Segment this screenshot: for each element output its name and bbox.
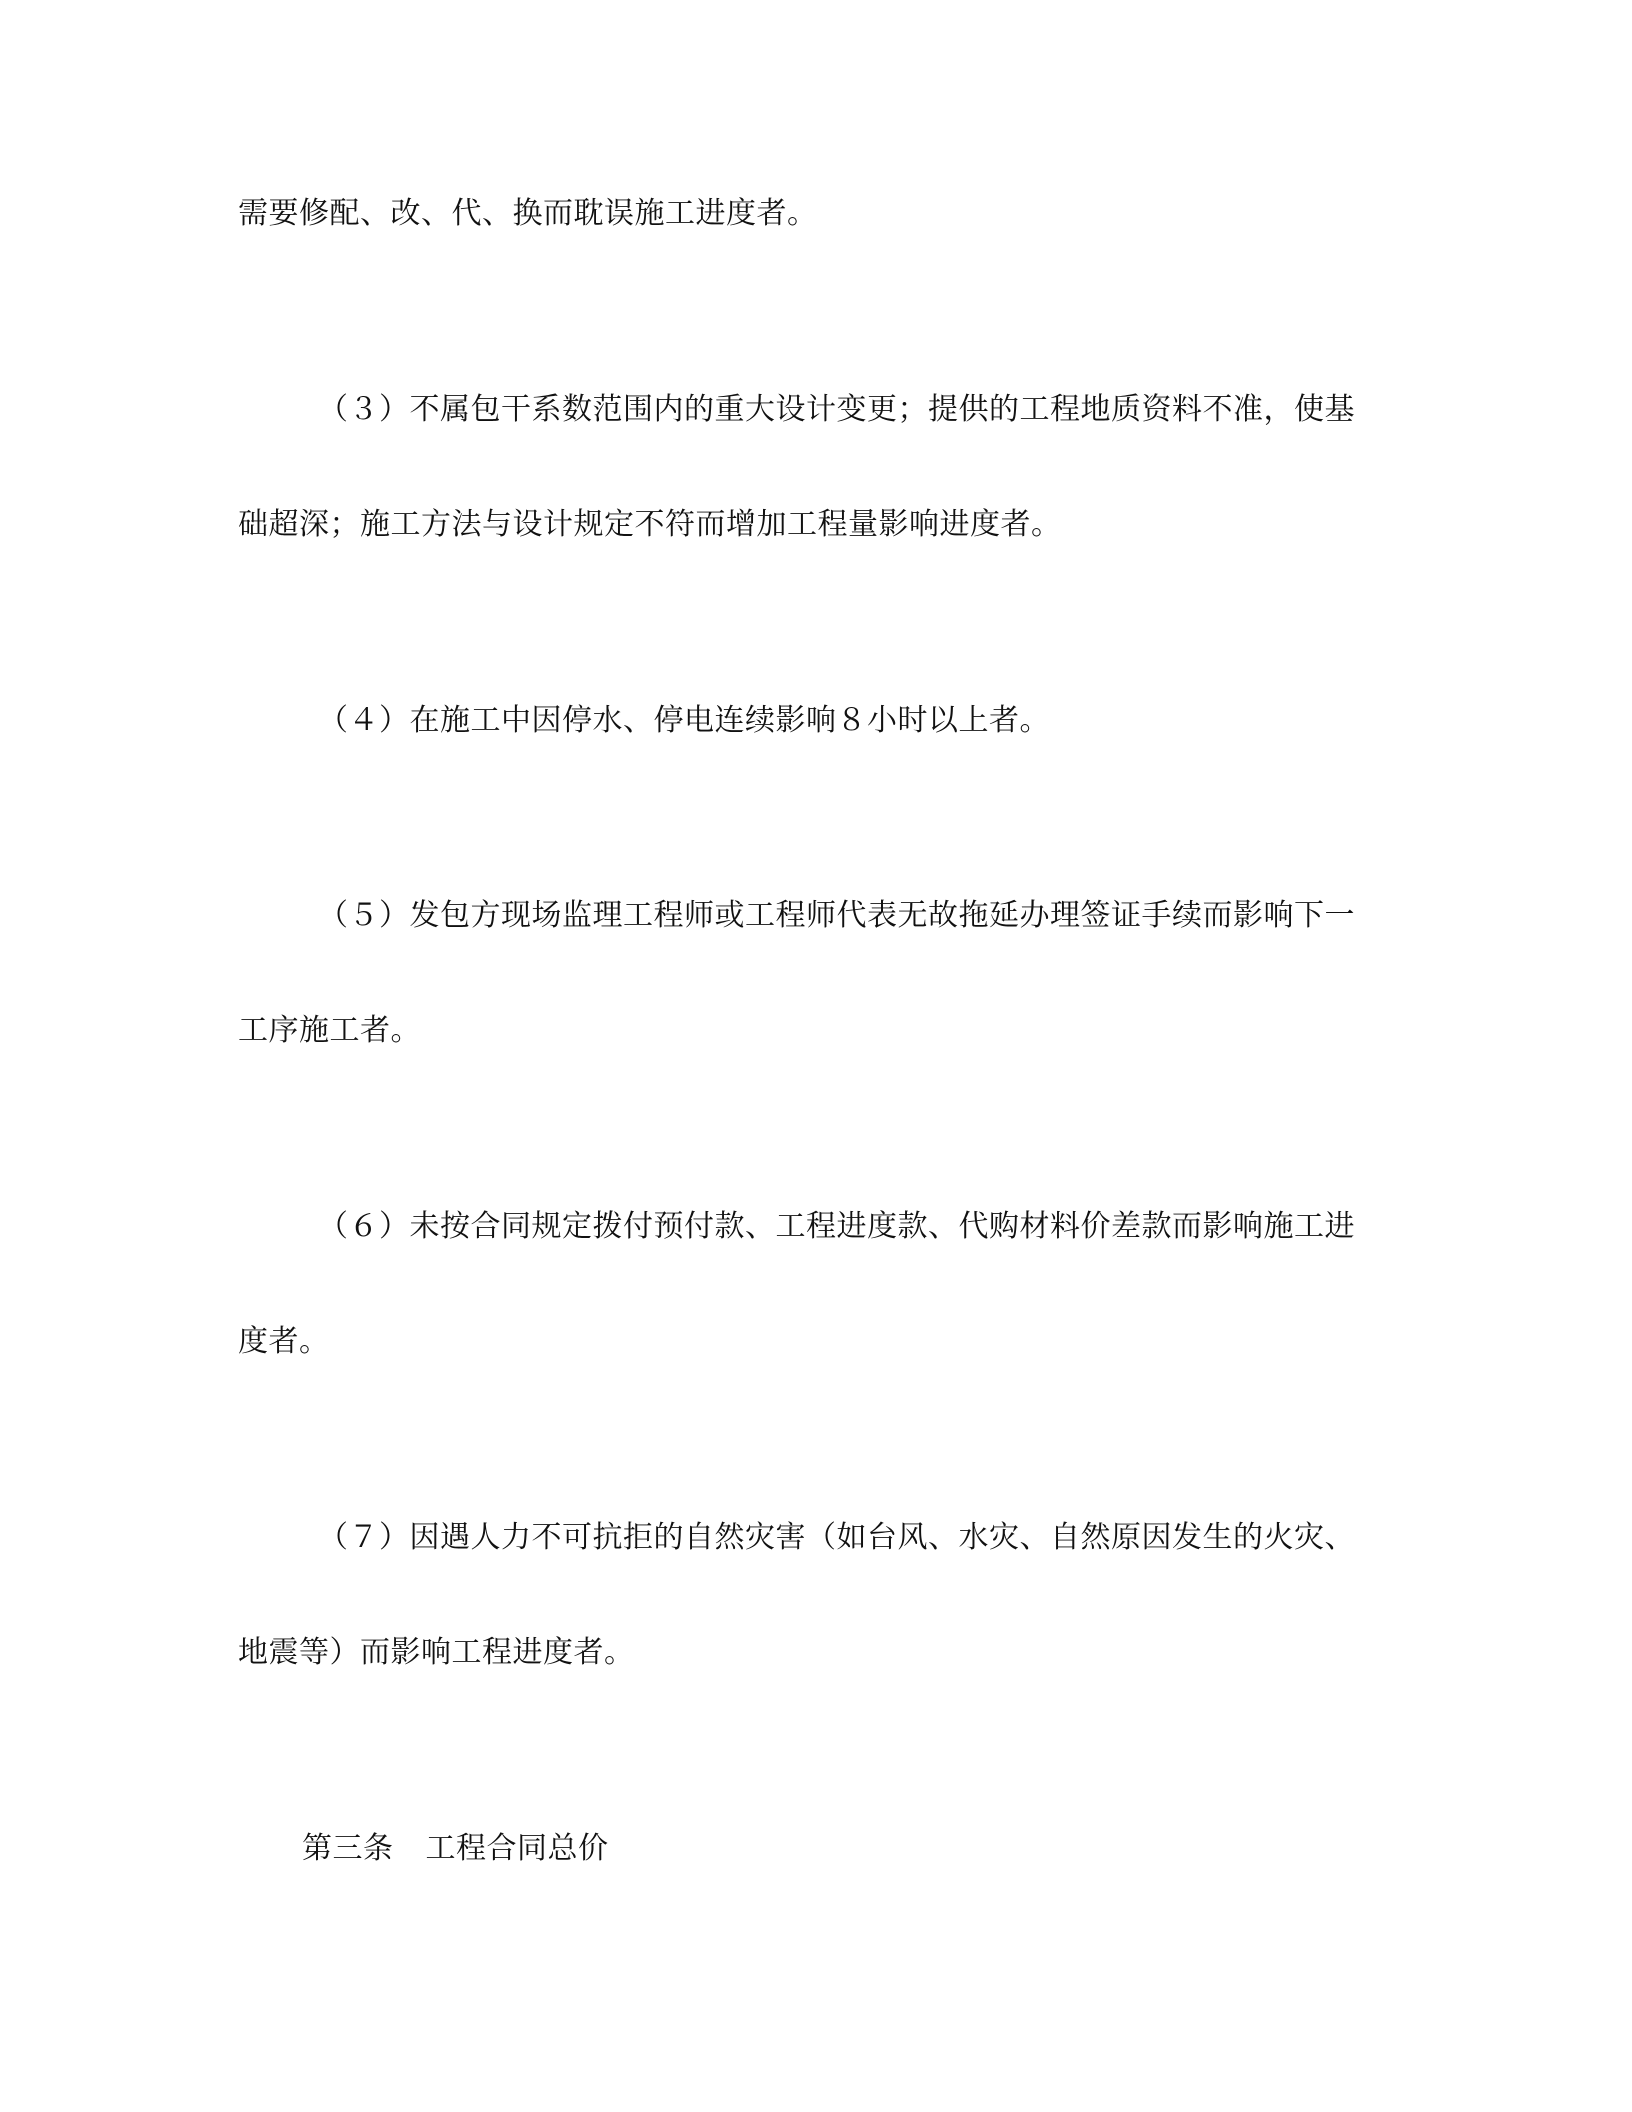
paragraph-3-line-2: 础超深；施工方法与设计规定不符而增加工程量影响进度者。: [238, 507, 1062, 542]
paragraph-7-line-1: （７）因遇人力不可抗拒的自然灾害（如台风、水灾、自然原因发生的火灾、: [318, 1520, 1355, 1555]
paragraph-6-line-1: （６）未按合同规定拨付预付款、工程进度款、代购材料价差款而影响施工进: [318, 1209, 1355, 1244]
paragraph-2-continuation: 需要修配、改、代、换而耽误施工进度者。: [238, 196, 818, 231]
paragraph-5-line-1: （５）发包方现场监理工程师或工程师代表无故拖延办理签证手续而影响下一: [318, 898, 1355, 933]
paragraph-5-line-2: 工序施工者。: [238, 1013, 421, 1048]
article-number: 第三条: [302, 1831, 394, 1866]
paragraph-3-line-1: （３）不属包干系数范围内的重大设计变更；提供的工程地质资料不准，使基: [318, 392, 1355, 427]
paragraph-6-line-2: 度者。: [238, 1324, 330, 1359]
article-title: 工程合同总价: [425, 1831, 609, 1866]
paragraph-7-line-2: 地震等）而影响工程进度者。: [238, 1635, 635, 1670]
paragraph-4-line-1: （４）在施工中因停水、停电连续影响８小时以上者。: [318, 703, 1050, 738]
article-heading: [302, 1829, 609, 1869]
